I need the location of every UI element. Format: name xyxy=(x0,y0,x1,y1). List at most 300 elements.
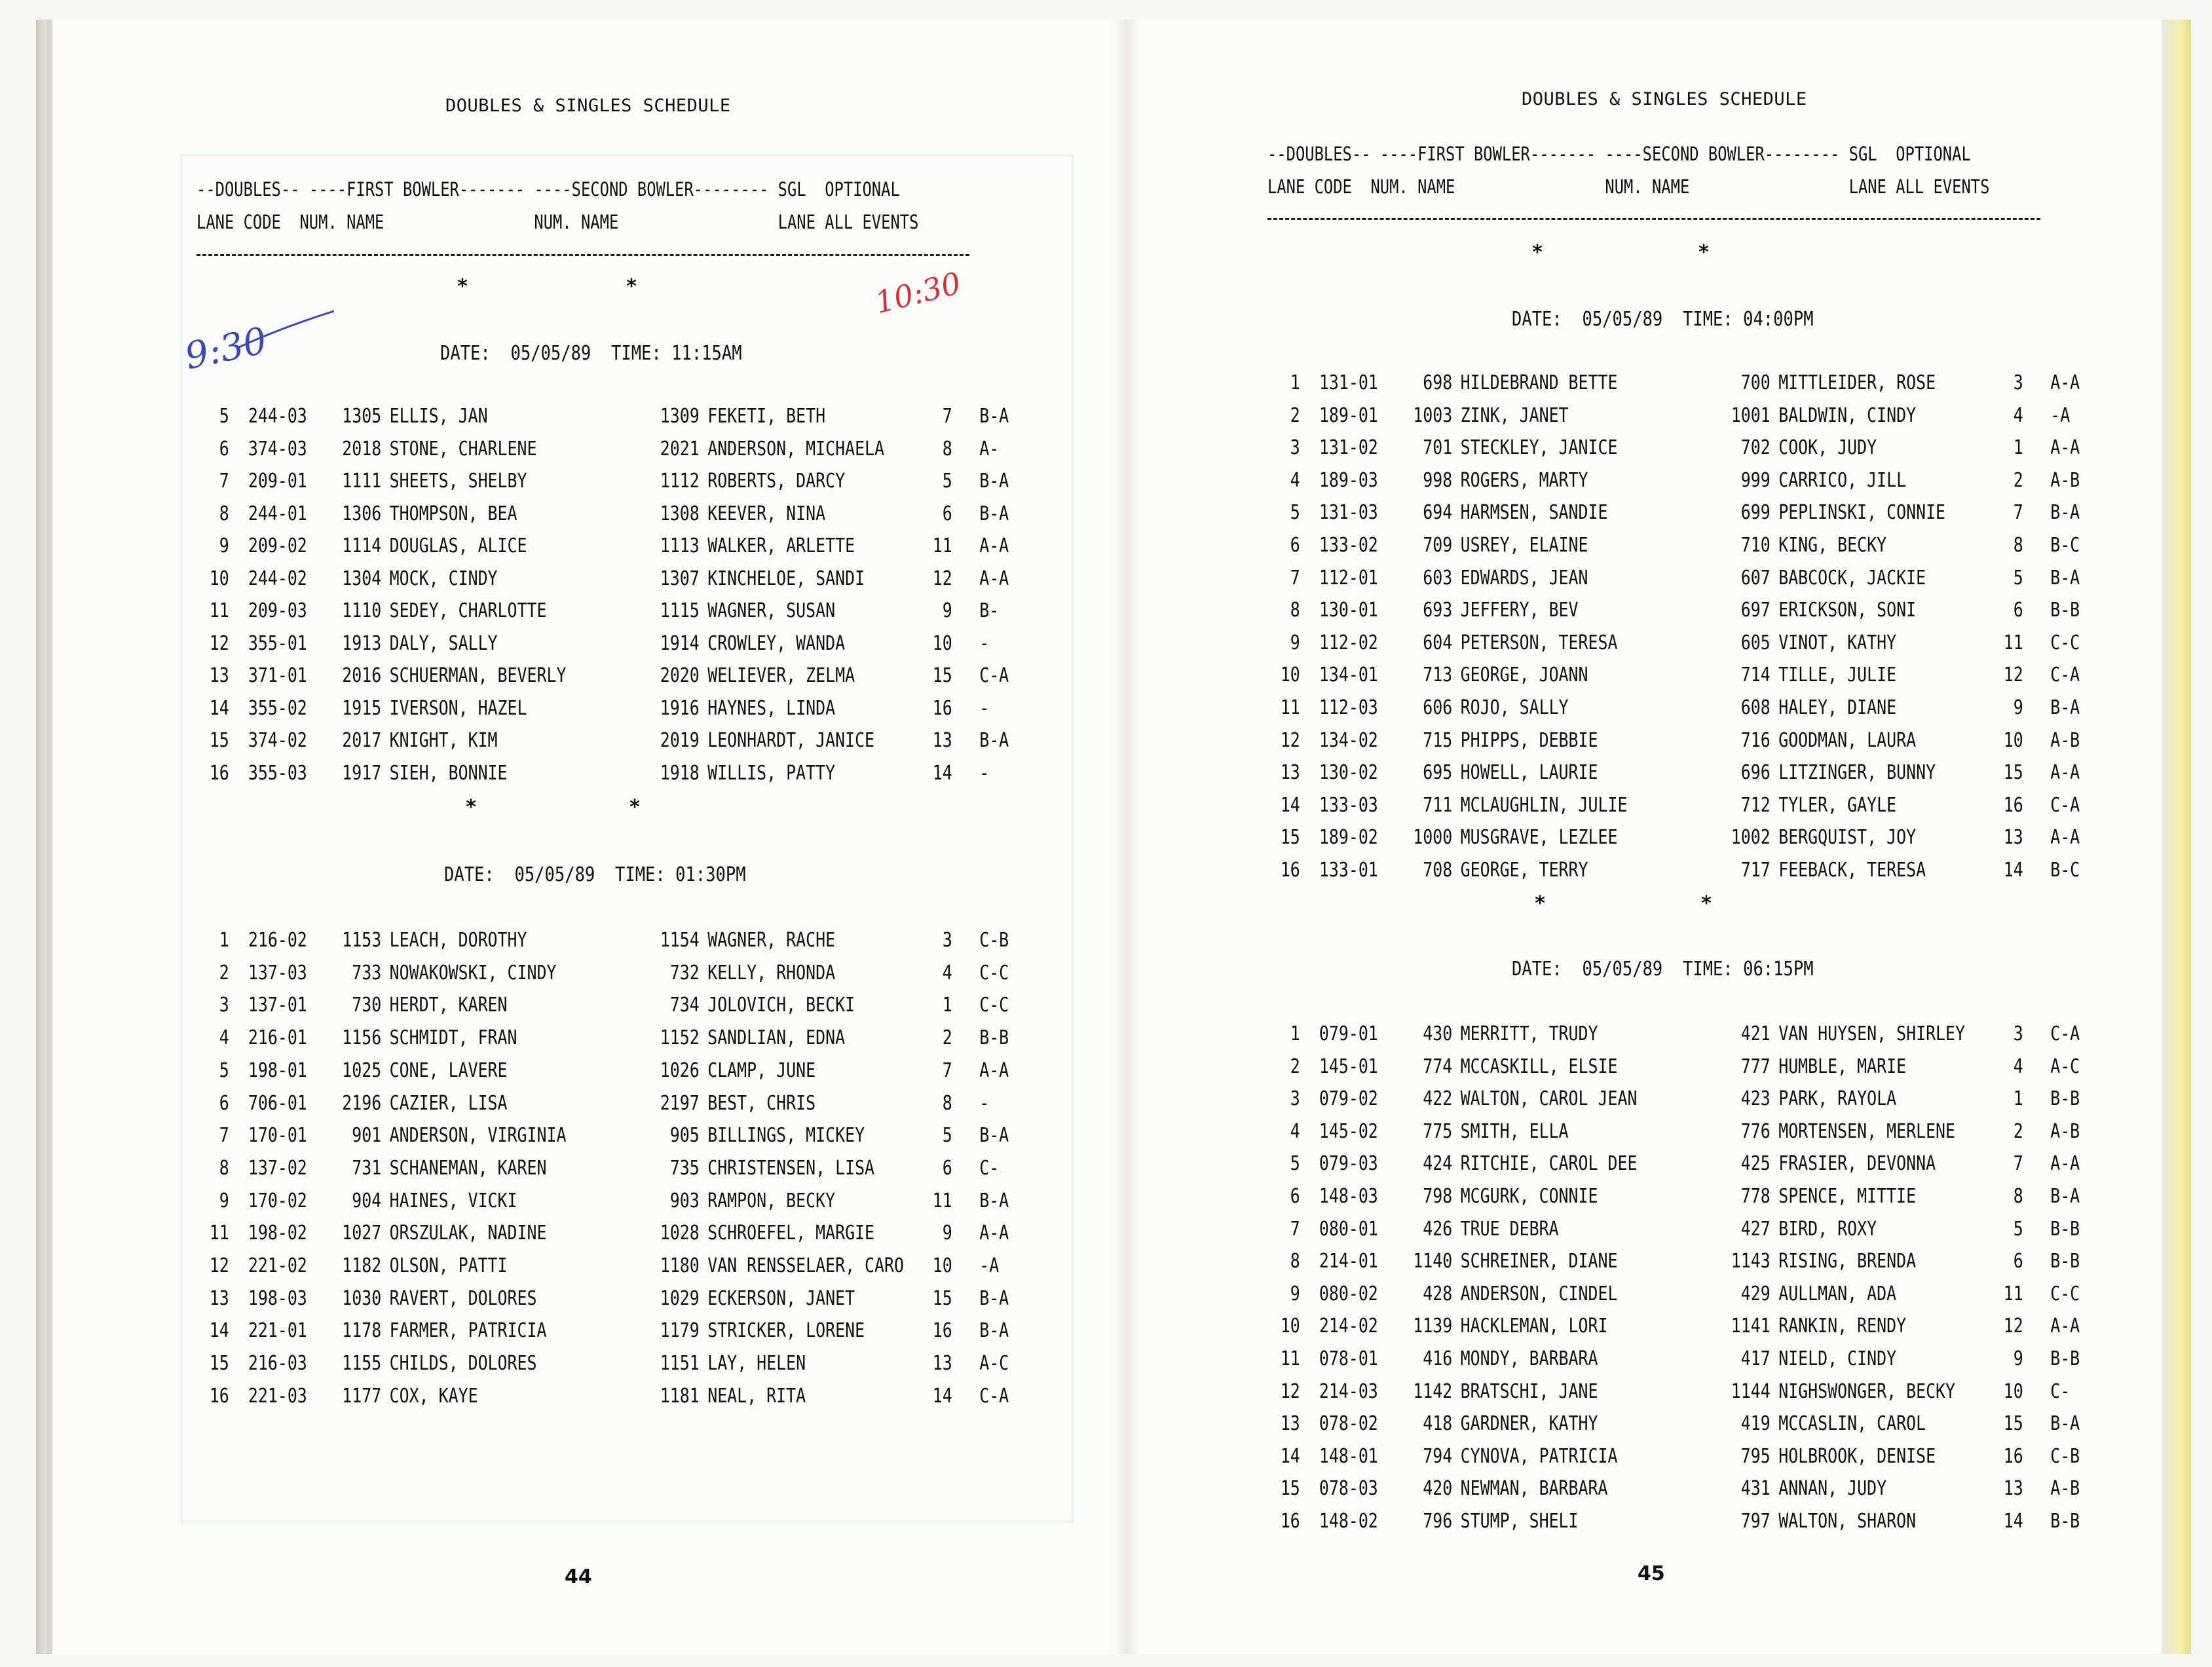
cell-first-name: CAZIER, LISA xyxy=(389,1092,508,1115)
cell-sgl-lane: 7 xyxy=(942,1059,952,1082)
cell-lane: 13 xyxy=(209,664,229,687)
cell-lane: 14 xyxy=(209,1319,229,1342)
cell-first-num: 1027 xyxy=(342,1222,382,1245)
cell-lane: 15 xyxy=(1280,1477,1300,1500)
cell-lane: 13 xyxy=(209,1287,229,1310)
cell-sgl-lane: 14 xyxy=(2003,1510,2023,1533)
cell-code: 130-02 xyxy=(1319,761,1378,784)
cell-lane: 1 xyxy=(1290,371,1300,394)
cell-first-num: 1178 xyxy=(342,1319,382,1342)
cell-second-num: 699 xyxy=(1740,501,1771,524)
cell-second-name: HALEY, DIANE xyxy=(1778,696,1897,719)
cell-first-num: 2016 xyxy=(342,664,382,687)
cell-first-num: 1114 xyxy=(342,534,382,557)
cell-second-num: 425 xyxy=(1740,1152,1771,1175)
cell-first-num: 1030 xyxy=(342,1287,382,1310)
cell-second-name: BERGQUIST, JOY xyxy=(1778,826,1917,849)
cell-sgl-lane: 2 xyxy=(2013,469,2023,492)
cell-sgl-lane: 11 xyxy=(932,534,952,557)
cell-first-num: 1139 xyxy=(1413,1315,1453,1338)
book-spine xyxy=(1114,20,1140,1654)
cell-optional: - xyxy=(979,1092,990,1115)
cell-sgl-lane: 15 xyxy=(2003,761,2023,784)
cell-lane: 8 xyxy=(1290,599,1300,622)
cell-first-name: GEORGE, JOANN xyxy=(1460,664,1588,686)
cell-sgl-lane: 13 xyxy=(2003,1477,2023,1500)
cell-first-num: 430 xyxy=(1423,1022,1453,1045)
cell-lane: 16 xyxy=(209,762,229,785)
cell-second-num: 608 xyxy=(1740,696,1771,719)
cell-code: 078-02 xyxy=(1319,1412,1378,1435)
cell-second-num: 2019 xyxy=(660,729,700,752)
cell-code: 216-03 xyxy=(248,1352,307,1375)
page-left xyxy=(46,20,1127,1654)
cell-code: 080-01 xyxy=(1319,1218,1378,1241)
cell-first-num: 606 xyxy=(1423,696,1453,719)
cell-lane: 13 xyxy=(1280,761,1300,784)
cell-second-name: MCCASLIN, CAROL xyxy=(1778,1412,1926,1435)
cell-lane: 10 xyxy=(209,567,229,590)
cell-first-name: SCHANEMAN, KAREN xyxy=(389,1157,547,1180)
cell-second-name: SPENCE, MITTIE xyxy=(1778,1185,1917,1208)
cell-second-name: ANDERSON, MICHAELA xyxy=(707,438,885,460)
cell-lane: 14 xyxy=(1280,1445,1300,1468)
cell-first-num: 698 xyxy=(1423,371,1453,394)
cell-second-name: PARK, RAYOLA xyxy=(1778,1087,1897,1110)
cell-sgl-lane: 2 xyxy=(2013,1120,2023,1143)
cell-sgl-lane: 16 xyxy=(932,697,952,720)
cell-lane: 12 xyxy=(1280,1380,1300,1403)
cell-second-name: MORTENSEN, MERLENE xyxy=(1778,1120,1956,1143)
cell-lane: 13 xyxy=(1280,1412,1300,1435)
cell-first-name: THOMPSON, BEA xyxy=(389,502,517,525)
right-session1-date: DATE: 05/05/89 TIME: 04:00PM xyxy=(1512,308,1814,331)
cell-second-num: 1180 xyxy=(660,1254,700,1277)
cell-lane: 4 xyxy=(219,1026,229,1049)
cell-sgl-lane: 8 xyxy=(942,438,952,460)
cell-second-num: 1002 xyxy=(1731,826,1771,849)
cell-first-num: 796 xyxy=(1423,1510,1453,1533)
cell-first-name: SCHREINER, DIANE xyxy=(1460,1250,1618,1273)
cell-first-num: 424 xyxy=(1423,1152,1453,1175)
cell-second-name: NIGHSWONGER, BECKY xyxy=(1778,1380,1956,1403)
cell-code: 209-03 xyxy=(248,599,307,622)
cell-first-num: 1153 xyxy=(342,929,382,952)
cell-first-num: 731 xyxy=(352,1157,382,1180)
cell-sgl-lane: 9 xyxy=(942,599,952,622)
cell-first-num: 998 xyxy=(1423,469,1453,492)
cell-sgl-lane: 3 xyxy=(2013,371,2023,394)
cell-lane: 11 xyxy=(1280,1347,1300,1370)
cell-optional: B-A xyxy=(2050,696,2080,719)
cell-code: 148-01 xyxy=(1319,1445,1378,1468)
cell-first-name: HERDT, KAREN xyxy=(389,994,508,1017)
cell-second-name: SCHROEFEL, MARGIE xyxy=(707,1222,875,1245)
cell-second-name: LEONHARDT, JANICE xyxy=(707,729,875,752)
cell-sgl-lane: 1 xyxy=(2013,436,2023,459)
cell-first-name: SHEETS, SHELBY xyxy=(389,470,527,493)
cell-code: 131-02 xyxy=(1319,436,1378,459)
cell-first-num: 1025 xyxy=(342,1059,382,1082)
cell-sgl-lane: 9 xyxy=(2013,696,2023,719)
right-separator-star-1: * xyxy=(1531,241,1544,264)
cell-code: 198-01 xyxy=(248,1059,307,1082)
cell-second-num: 735 xyxy=(669,1157,700,1180)
cell-first-name: STONE, CHARLENE xyxy=(389,438,537,460)
cell-lane: 9 xyxy=(1290,1283,1300,1305)
cell-lane: 14 xyxy=(209,697,229,720)
cell-first-name: ROJO, SALLY xyxy=(1460,696,1569,719)
cell-lane: 10 xyxy=(1280,1315,1300,1338)
cell-second-num: 797 xyxy=(1740,1510,1771,1533)
cell-second-name: VINOT, KATHY xyxy=(1778,631,1897,654)
cell-second-num: 607 xyxy=(1740,567,1771,590)
cell-first-name: NEWMAN, BARBARA xyxy=(1460,1477,1608,1500)
cell-optional: C- xyxy=(979,1157,1000,1180)
cell-lane: 15 xyxy=(1280,826,1300,849)
cell-optional: B-B xyxy=(979,1026,1009,1049)
cell-first-name: EDWARDS, JEAN xyxy=(1460,567,1588,590)
cell-sgl-lane: 4 xyxy=(2013,1055,2023,1078)
cell-lane: 6 xyxy=(219,1092,229,1115)
cell-first-num: 904 xyxy=(352,1189,382,1212)
cell-first-num: 420 xyxy=(1423,1477,1453,1500)
cell-sgl-lane: 16 xyxy=(2003,794,2023,817)
cell-second-num: 423 xyxy=(1740,1087,1771,1110)
cell-optional: A-A xyxy=(2050,436,2080,459)
cell-lane: 2 xyxy=(219,962,229,984)
cell-second-name: VAN HUYSEN, SHIRLEY xyxy=(1778,1022,1966,1045)
cell-sgl-lane: 11 xyxy=(2003,631,2023,654)
cell-first-num: 798 xyxy=(1423,1185,1453,1208)
cell-second-num: 732 xyxy=(669,962,700,984)
cell-second-name: CHRISTENSEN, LISA xyxy=(707,1157,875,1180)
cell-first-name: MONDY, BARBARA xyxy=(1460,1347,1598,1370)
cell-first-name: HOWELL, LAURIE xyxy=(1460,761,1598,784)
cell-optional: C-A xyxy=(2050,664,2080,686)
cell-second-num: 2021 xyxy=(660,438,700,460)
cell-second-num: 714 xyxy=(1740,664,1771,686)
cell-code: 244-03 xyxy=(248,405,307,428)
cell-first-num: 701 xyxy=(1423,436,1453,459)
cell-optional: A-A xyxy=(979,1222,1009,1245)
cell-code: 133-02 xyxy=(1319,534,1378,557)
cell-first-name: BRATSCHI, JANE xyxy=(1460,1380,1598,1403)
cell-code: 170-02 xyxy=(248,1189,307,1212)
cell-second-name: BEST, CHRIS xyxy=(707,1092,816,1115)
cell-second-num: 905 xyxy=(669,1124,700,1147)
cell-lane: 3 xyxy=(1290,436,1300,459)
cell-optional: - xyxy=(979,697,990,720)
cell-optional: A-A xyxy=(979,534,1009,557)
cell-second-num: 777 xyxy=(1740,1055,1771,1078)
cell-lane: 4 xyxy=(1290,1120,1300,1143)
cell-second-num: 1113 xyxy=(660,534,700,557)
cell-optional: A-A xyxy=(2050,1152,2080,1175)
cell-second-num: 419 xyxy=(1740,1412,1771,1435)
cell-second-num: 999 xyxy=(1740,469,1771,492)
cell-second-num: 1029 xyxy=(660,1287,700,1310)
cell-first-name: MERRITT, TRUDY xyxy=(1460,1022,1598,1045)
cell-first-num: 1305 xyxy=(342,405,382,428)
cell-second-name: LITZINGER, BUNNY xyxy=(1778,761,1936,784)
cell-first-num: 1003 xyxy=(1413,404,1453,427)
cell-optional: B- xyxy=(979,599,1000,622)
cell-second-name: HAYNES, LINDA xyxy=(707,697,836,720)
cell-first-num: 418 xyxy=(1423,1412,1453,1435)
cell-sgl-lane: 13 xyxy=(932,1352,952,1375)
cell-second-name: BABCOCK, JACKIE xyxy=(1778,567,1926,590)
cell-sgl-lane: 7 xyxy=(2013,501,2023,524)
cell-first-name: NOWAKOWSKI, CINDY xyxy=(389,962,557,984)
cell-code: 112-02 xyxy=(1319,631,1378,654)
cell-first-name: SEDEY, CHARLOTTE xyxy=(389,599,547,622)
cell-optional: C-A xyxy=(2050,1022,2080,1045)
cell-code: 131-03 xyxy=(1319,501,1378,524)
left-separator-star-4: * xyxy=(629,796,641,819)
cell-sgl-lane: 12 xyxy=(932,567,952,590)
cell-sgl-lane: 4 xyxy=(942,962,952,984)
cell-first-name: ORSZULAK, NADINE xyxy=(389,1222,547,1245)
cell-first-name: HILDEBRAND BETTE xyxy=(1460,371,1618,394)
cell-lane: 6 xyxy=(1290,534,1300,557)
cell-lane: 16 xyxy=(209,1385,229,1408)
cell-lane: 6 xyxy=(1290,1185,1300,1208)
cell-code: 189-03 xyxy=(1319,469,1378,492)
cell-sgl-lane: 14 xyxy=(2003,859,2023,882)
cell-optional: C-C xyxy=(2050,631,2080,654)
cell-optional: A-C xyxy=(979,1352,1009,1375)
left-page-number: 44 xyxy=(565,1565,592,1588)
cell-second-num: 421 xyxy=(1740,1022,1771,1045)
cell-second-num: 1026 xyxy=(660,1059,700,1082)
cell-code: 244-01 xyxy=(248,502,307,525)
cell-sgl-lane: 9 xyxy=(2013,1347,2023,1370)
cell-optional: - xyxy=(979,762,990,785)
cell-first-num: 1917 xyxy=(342,762,382,785)
cell-first-name: GEORGE, TERRY xyxy=(1460,859,1588,882)
cell-first-num: 774 xyxy=(1423,1055,1453,1078)
cell-second-name: WALKER, ARLETTE xyxy=(707,534,855,557)
cell-optional: C-A xyxy=(979,664,1009,687)
cell-lane: 1 xyxy=(1290,1022,1300,1045)
cell-second-name: WALTON, SHARON xyxy=(1778,1510,1917,1533)
cell-sgl-lane: 10 xyxy=(932,632,952,655)
cell-first-num: 1304 xyxy=(342,567,382,590)
cell-first-name: STECKLEY, JANICE xyxy=(1460,436,1618,459)
cell-sgl-lane: 6 xyxy=(942,502,952,525)
cell-lane: 7 xyxy=(1290,567,1300,590)
cell-first-num: 1155 xyxy=(342,1352,382,1375)
cell-second-num: 710 xyxy=(1740,534,1771,557)
cell-second-name: MITTLEIDER, ROSE xyxy=(1778,371,1936,394)
cell-first-name: GARDNER, KATHY xyxy=(1460,1412,1598,1435)
left-column-header-line1: --DOUBLES-- ----FIRST BOWLER------- ----SECOND BOWLER-------- SGL OPTIONAL xyxy=(197,178,900,200)
cell-second-name: NIELD, CINDY xyxy=(1778,1347,1897,1370)
cell-first-num: 708 xyxy=(1423,859,1453,882)
right-header-rule xyxy=(1267,218,2040,220)
cell-sgl-lane: 10 xyxy=(932,1254,952,1277)
cell-optional: A-C xyxy=(2050,1055,2080,1078)
cell-first-name: MCCASKILL, ELSIE xyxy=(1460,1055,1618,1078)
cell-first-num: 695 xyxy=(1423,761,1453,784)
cell-optional: B-B xyxy=(2050,1087,2080,1110)
cell-first-name: IVERSON, HAZEL xyxy=(389,697,527,720)
cell-second-name: WAGNER, SUSAN xyxy=(707,599,836,622)
cell-second-num: 778 xyxy=(1740,1185,1771,1208)
cell-optional: B-A xyxy=(979,1319,1009,1342)
cell-lane: 14 xyxy=(1280,794,1300,817)
cell-sgl-lane: 1 xyxy=(2013,1087,2023,1110)
cell-code: 706-01 xyxy=(248,1092,307,1115)
cell-code: 371-01 xyxy=(248,664,307,687)
cell-first-num: 1913 xyxy=(342,632,382,655)
cell-code: 189-01 xyxy=(1319,404,1378,427)
cell-code: 137-01 xyxy=(248,994,307,1017)
cell-second-name: TILLE, JULIE xyxy=(1778,664,1897,686)
cell-optional: B-A xyxy=(2050,1412,2080,1435)
cell-second-name: JOLOVICH, BECKI xyxy=(707,994,855,1017)
cell-code: 145-02 xyxy=(1319,1120,1378,1143)
cell-optional: A-B xyxy=(2050,1120,2080,1143)
cell-second-num: 2020 xyxy=(660,664,700,687)
cell-optional: B-A xyxy=(2050,1185,2080,1208)
cell-first-name: PHIPPS, DEBBIE xyxy=(1460,729,1598,752)
cell-code: 355-03 xyxy=(248,762,307,785)
cell-optional: - xyxy=(979,632,990,655)
cell-optional: B-A xyxy=(979,405,1009,428)
cell-lane: 15 xyxy=(209,729,229,752)
cell-code: 221-03 xyxy=(248,1385,307,1408)
cell-code: 133-03 xyxy=(1319,794,1378,817)
cell-lane: 16 xyxy=(1280,1510,1300,1533)
left-session2-date: DATE: 05/05/89 TIME: 01:30PM xyxy=(444,863,746,886)
cell-optional: B-B xyxy=(2050,599,2080,622)
cell-sgl-lane: 6 xyxy=(2013,1250,2023,1273)
cell-first-name: ZINK, JANET xyxy=(1460,404,1569,427)
cell-optional: B-A xyxy=(979,729,1009,752)
cell-second-num: 712 xyxy=(1740,794,1771,817)
left-separator-star-2: * xyxy=(626,275,638,298)
cell-sgl-lane: 2 xyxy=(942,1026,952,1049)
cell-lane: 11 xyxy=(209,1222,229,1245)
cell-code: 244-02 xyxy=(248,567,307,590)
cell-second-num: 1152 xyxy=(660,1026,700,1049)
cell-second-name: KINCHELOE, SANDI xyxy=(707,567,865,590)
cell-sgl-lane: 15 xyxy=(2003,1412,2023,1435)
cell-first-name: ANDERSON, VIRGINIA xyxy=(389,1124,567,1147)
cell-first-name: KNIGHT, KIM xyxy=(389,729,498,752)
cell-first-num: 709 xyxy=(1423,534,1453,557)
cell-second-name: NEAL, RITA xyxy=(707,1385,806,1408)
cell-code: 112-01 xyxy=(1319,567,1378,590)
cell-sgl-lane: 5 xyxy=(2013,1218,2023,1241)
cell-first-num: 694 xyxy=(1423,501,1453,524)
cell-second-name: STRICKER, LORENE xyxy=(707,1319,865,1342)
cell-second-num: 2197 xyxy=(660,1092,700,1115)
cell-optional: A-A xyxy=(979,567,1009,590)
cell-lane: 12 xyxy=(209,632,229,655)
cell-second-num: 1179 xyxy=(660,1319,700,1342)
cell-second-num: 696 xyxy=(1740,761,1771,784)
cell-second-num: 700 xyxy=(1740,371,1771,394)
cell-second-name: WELIEVER, ZELMA xyxy=(707,664,855,687)
cell-first-name: USREY, ELAINE xyxy=(1460,534,1588,557)
right-separator-star-4: * xyxy=(1700,892,1713,915)
cell-second-name: ERICKSON, SONI xyxy=(1778,599,1917,622)
cell-optional: B-C xyxy=(2050,534,2080,557)
cell-lane: 11 xyxy=(209,599,229,622)
cell-first-name: DOUGLAS, ALICE xyxy=(389,534,527,557)
cell-code: 145-01 xyxy=(1319,1055,1378,1078)
cell-lane: 5 xyxy=(219,1059,229,1082)
cell-optional: C-B xyxy=(2050,1445,2080,1468)
cell-second-name: KING, BECKY xyxy=(1778,534,1887,557)
cell-code: 209-02 xyxy=(248,534,307,557)
cell-second-name: HUMBLE, MARIE xyxy=(1778,1055,1907,1078)
cell-sgl-lane: 10 xyxy=(2003,1380,2023,1403)
cell-code: 133-01 xyxy=(1319,859,1378,882)
right-page-title: DOUBLES & SINGLES SCHEDULE xyxy=(1522,89,1807,109)
cell-first-num: 1156 xyxy=(342,1026,382,1049)
cell-first-name: JEFFERY, BEV xyxy=(1460,599,1579,622)
cell-lane: 12 xyxy=(1280,729,1300,752)
cell-second-num: 716 xyxy=(1740,729,1771,752)
cell-sgl-lane: 14 xyxy=(932,762,952,785)
cell-lane: 9 xyxy=(1290,631,1300,654)
cell-first-num: 428 xyxy=(1423,1283,1453,1305)
cell-code: 170-01 xyxy=(248,1124,307,1147)
cell-second-name: ANNAN, JUDY xyxy=(1778,1477,1887,1500)
cell-sgl-lane: 12 xyxy=(2003,1315,2023,1338)
cell-sgl-lane: 7 xyxy=(2013,1152,2023,1175)
cell-optional: B-A xyxy=(2050,501,2080,524)
cell-lane: 9 xyxy=(219,1189,229,1212)
handwritten-note-red: 10:30 xyxy=(871,265,965,321)
cell-optional: A-B xyxy=(2050,469,2080,492)
cell-sgl-lane: 6 xyxy=(2013,599,2023,622)
cell-sgl-lane: 15 xyxy=(932,1287,952,1310)
cell-second-name: ECKERSON, JANET xyxy=(707,1287,855,1310)
cell-first-name: RAVERT, DOLORES xyxy=(389,1287,537,1310)
cell-code: 079-02 xyxy=(1319,1087,1378,1110)
cell-second-num: 1918 xyxy=(660,762,700,785)
cell-optional: C-A xyxy=(2050,794,2080,817)
cell-optional: A-A xyxy=(2050,761,2080,784)
cell-lane: 10 xyxy=(1280,664,1300,686)
cell-optional: C-A xyxy=(979,1385,1009,1408)
cell-first-name: STUMP, SHELI xyxy=(1460,1510,1579,1533)
cell-second-name: WILLIS, PATTY xyxy=(707,762,836,785)
cell-first-name: HAINES, VICKI xyxy=(389,1189,517,1212)
cell-sgl-lane: 8 xyxy=(942,1092,952,1115)
cell-second-name: FEKETI, BETH xyxy=(707,405,826,428)
cell-first-num: 2018 xyxy=(342,438,382,460)
cell-sgl-lane: 12 xyxy=(2003,664,2023,686)
cell-optional: B-A xyxy=(979,470,1009,493)
cell-second-num: 1115 xyxy=(660,599,700,622)
cell-sgl-lane: 5 xyxy=(942,470,952,493)
cell-second-num: 1181 xyxy=(660,1385,700,1408)
cell-second-num: 431 xyxy=(1740,1477,1771,1500)
cell-lane: 5 xyxy=(219,405,229,428)
cell-sgl-lane: 6 xyxy=(942,1157,952,1180)
cell-second-name: CARRICO, JILL xyxy=(1778,469,1907,492)
cell-second-num: 1309 xyxy=(660,405,700,428)
cell-second-num: 1307 xyxy=(660,567,700,590)
cell-second-name: COOK, JUDY xyxy=(1778,436,1877,459)
cell-optional: B-A xyxy=(2050,567,2080,590)
